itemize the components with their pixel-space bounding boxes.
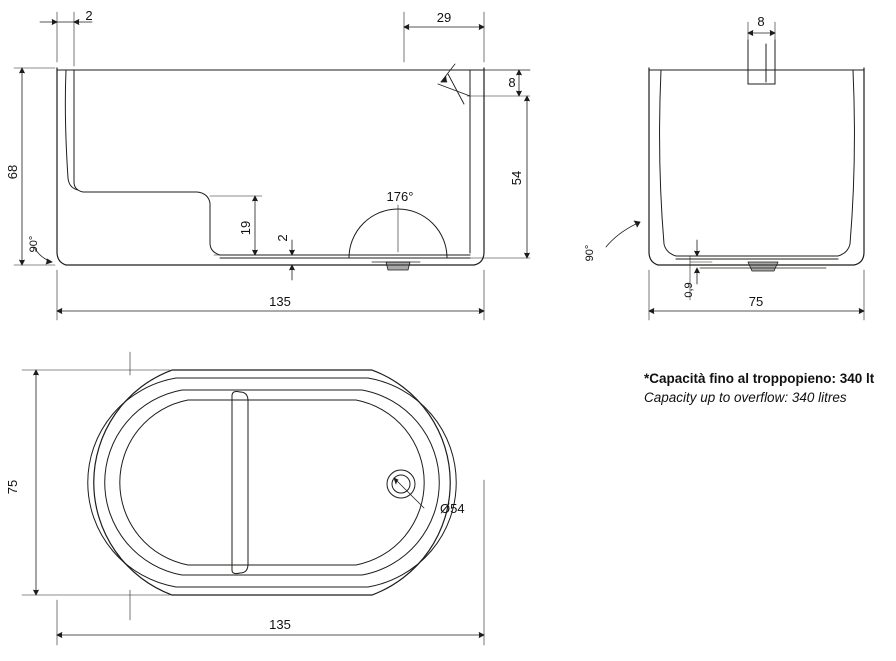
dim-side-top-left-offset: 2 bbox=[85, 8, 93, 23]
dim-side-bottom-width: 135 bbox=[269, 294, 291, 309]
dim-plan-width: 135 bbox=[269, 617, 291, 632]
dim-plan-drain-diameter: Ø54 bbox=[440, 501, 465, 516]
side-elevation-view bbox=[14, 12, 530, 320]
dim-side-inner-angle: 176° bbox=[386, 189, 414, 204]
dim-front-bottom-width: 75 bbox=[748, 294, 764, 309]
front-elevation-view bbox=[606, 22, 864, 320]
dim-side-base-thickness: 2 bbox=[275, 234, 290, 242]
dim-side-top-right-offset: 29 bbox=[436, 10, 452, 25]
capacity-note-english: Capacity up to overflow: 340 litres bbox=[644, 390, 847, 405]
dim-plan-depth: 75 bbox=[5, 479, 20, 495]
dim-side-angle-left: 90° bbox=[28, 235, 40, 253]
top-plan-view bbox=[22, 352, 484, 645]
dim-side-rim-thickness: 8 bbox=[508, 75, 516, 90]
dim-side-inner-height: 54 bbox=[509, 170, 524, 186]
dim-side-step-height: 19 bbox=[238, 220, 253, 236]
dim-front-slot-width: 8 bbox=[757, 14, 765, 29]
dim-front-angle-left: 90° bbox=[584, 244, 596, 262]
capacity-note-italian: *Capacità fino al troppopieno: 340 lt bbox=[644, 371, 875, 386]
dimension-labels bbox=[5, 8, 765, 632]
dim-side-total-height: 68 bbox=[5, 164, 20, 180]
dim-front-base-clearance: 0,9 bbox=[683, 282, 695, 298]
